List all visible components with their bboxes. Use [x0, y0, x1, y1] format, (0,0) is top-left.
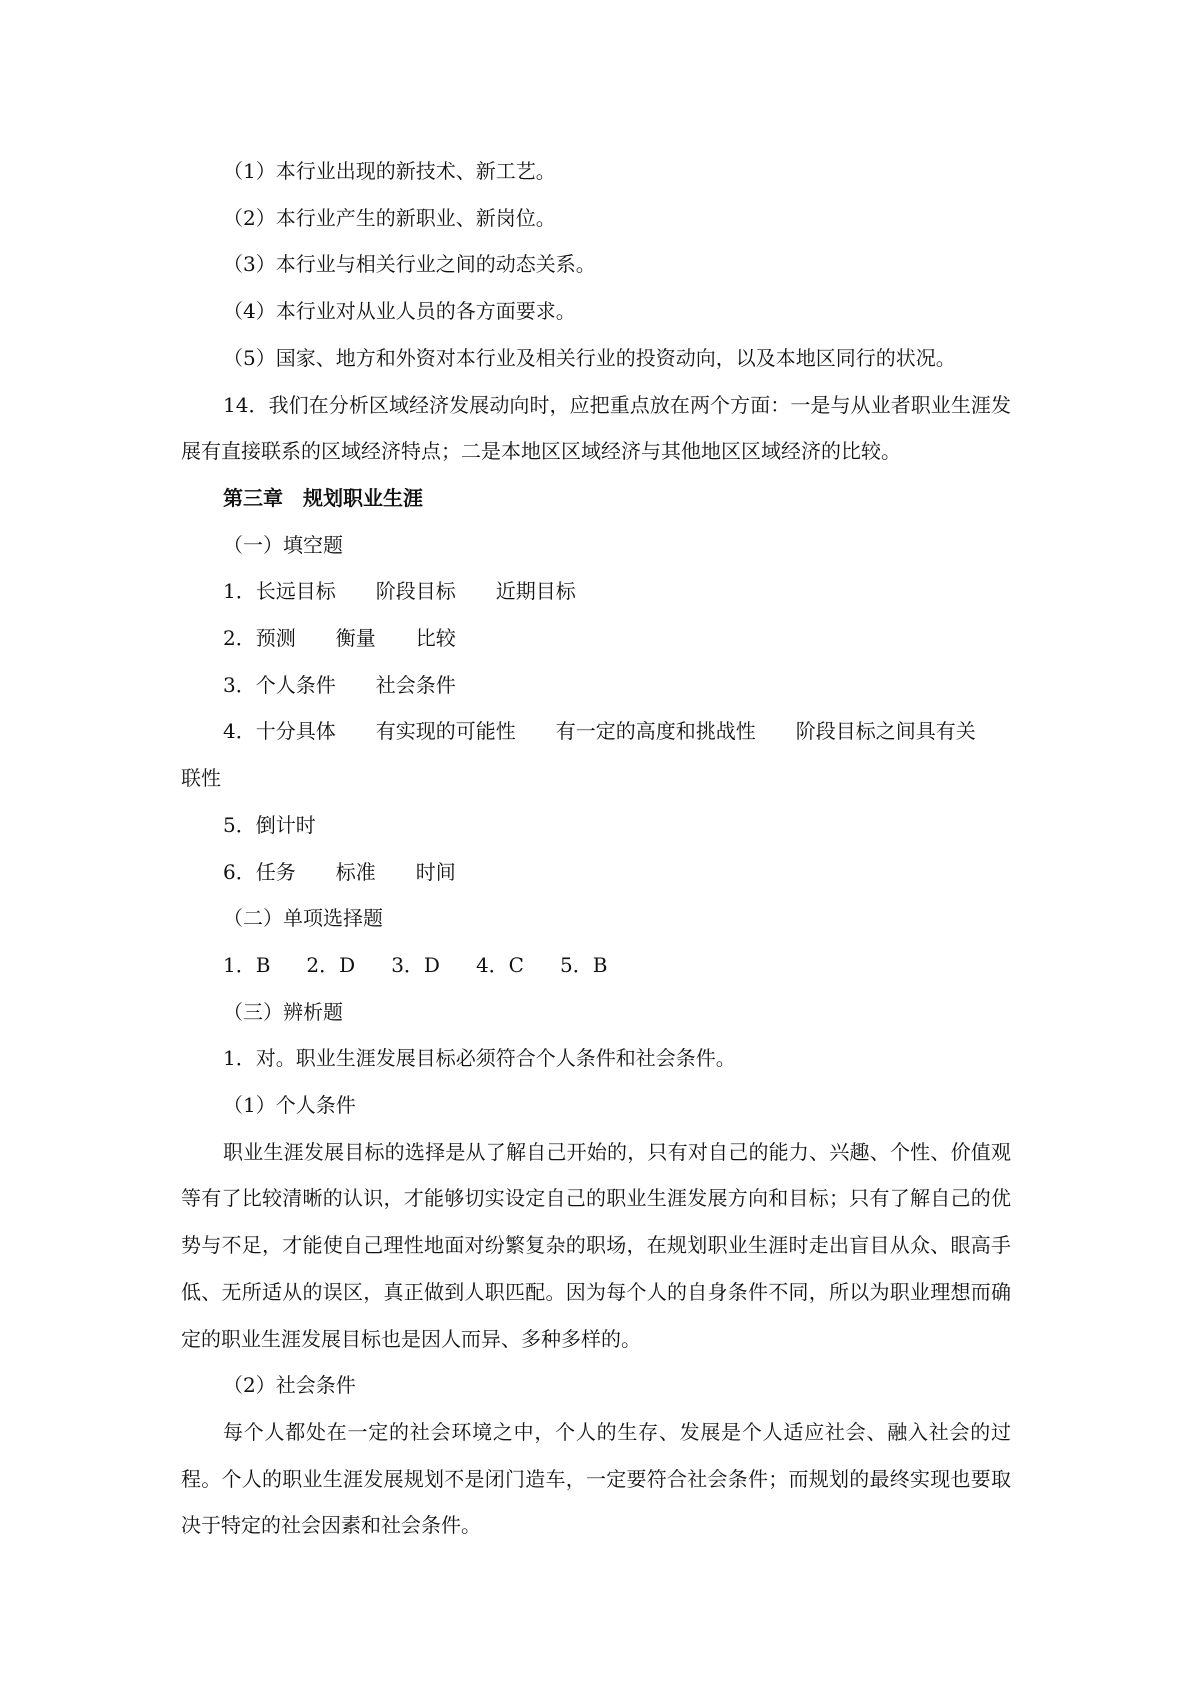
answer-part: 预测: [255, 626, 296, 651]
list-item: （5）国家、地方和外资对本行业及相关行业的投资动向，以及本地区同行的状况。: [223, 345, 956, 370]
choice-answers: [181, 942, 1011, 989]
fill-answer-4-continued: 联性: [181, 766, 221, 791]
answer-part: 十分具体: [255, 719, 336, 744]
paragraph-social: 每个人都处在一定的社会环境之中，个人的生存、发展是个人适应社会、融入社会的过程。个人的职业生涯发展规划不是闭门造车，一定要符合社会条件；而规划的最终实现也要取决于特定的社会因素和社会条件。: [181, 1419, 1011, 1538]
answer-part: 衡量: [335, 626, 376, 651]
fill-answer-1: [181, 568, 1011, 615]
answer-part: 阶段目标: [375, 579, 456, 604]
answer-number: 1．: [223, 579, 256, 604]
answer-number: 3．: [223, 672, 256, 697]
answer-part: 社会条件: [375, 672, 456, 697]
chapter-title: 第三章 规划职业生涯: [223, 485, 423, 510]
choice-answer: 3．D: [391, 952, 440, 977]
subheading-social: （2）社会条件: [223, 1373, 356, 1398]
answer-part: 时间: [415, 859, 456, 884]
choice-answer: 5．B: [559, 952, 608, 977]
answer-number: 4．: [223, 719, 256, 744]
list-item: （3）本行业与相关行业之间的动态关系。: [223, 252, 596, 277]
paragraph-personal: 职业生涯发展目标的选择是从了解自己开始的，只有对自己的能力、兴趣、个性、价值观等有了比较清晰的认识，才能够切实设定自己的职业生涯发展方向和目标；只有了解自己的优势与不足，才能使自己理性地面对纷繁复杂的职场，在规划职业生涯时走出盲目从众、眼高手低、无所适从的误区，真正做到人职匹配。因为每个人的自身条件不同，所以为职业理想而确定的职业生涯发展目标也是因人而异、多种多样的。: [181, 1139, 1011, 1351]
list-item: （1）本行业出现的新技术、新工艺。: [223, 159, 556, 183]
answer-part: 阶段目标之间具有关: [795, 719, 976, 744]
document-page: [181, 148, 1011, 1549]
choice-answer: 2．D: [306, 952, 356, 977]
fill-answer-3: [181, 662, 1011, 709]
fill-answer-2: [181, 615, 1011, 662]
answer-part: 任务: [255, 859, 296, 884]
list-item: （2）本行业产生的新职业、新岗位。: [223, 205, 556, 230]
analysis-answer-1: 1．对。职业生涯发展目标必须符合个人条件和社会条件。: [223, 1046, 736, 1071]
section-heading-fill: （一）填空题: [223, 532, 343, 557]
section-heading-analysis: （三）辨析题: [223, 999, 343, 1024]
answer-part: 倒计时: [255, 812, 316, 837]
answer-part: 有实现的可能性: [375, 719, 516, 744]
fill-answer-5: [181, 802, 1011, 849]
fill-answer-6: [181, 849, 1011, 896]
answer-part: 有一定的高度和挑战性: [555, 719, 756, 744]
choice-answer: 4．C: [475, 952, 524, 977]
answer-part: 近期目标: [495, 579, 576, 604]
paragraph-item-14: 14．我们在分析区域经济发展动向时，应把重点放在两个方面：一是与从业者职业生涯发展有直接联系的区域经济特点；二是本地区区域经济与其他地区区域经济的比较。: [181, 392, 1011, 464]
answer-part: 标准: [335, 859, 376, 884]
answer-part: 个人条件: [255, 672, 336, 697]
answer-part: 比较: [415, 626, 456, 651]
list-item: （4）本行业对从业人员的各方面要求。: [223, 299, 576, 324]
answer-part: 长远目标: [255, 579, 336, 604]
answer-number: 6．: [223, 859, 256, 884]
fill-answer-4: [181, 708, 1011, 755]
section-heading-choice: （二）单项选择题: [223, 906, 383, 931]
answer-number: 5．: [223, 812, 256, 837]
subheading-personal: （1）个人条件: [223, 1093, 356, 1118]
choice-answer: 1．B: [223, 952, 271, 977]
answer-number: 2．: [223, 626, 256, 651]
